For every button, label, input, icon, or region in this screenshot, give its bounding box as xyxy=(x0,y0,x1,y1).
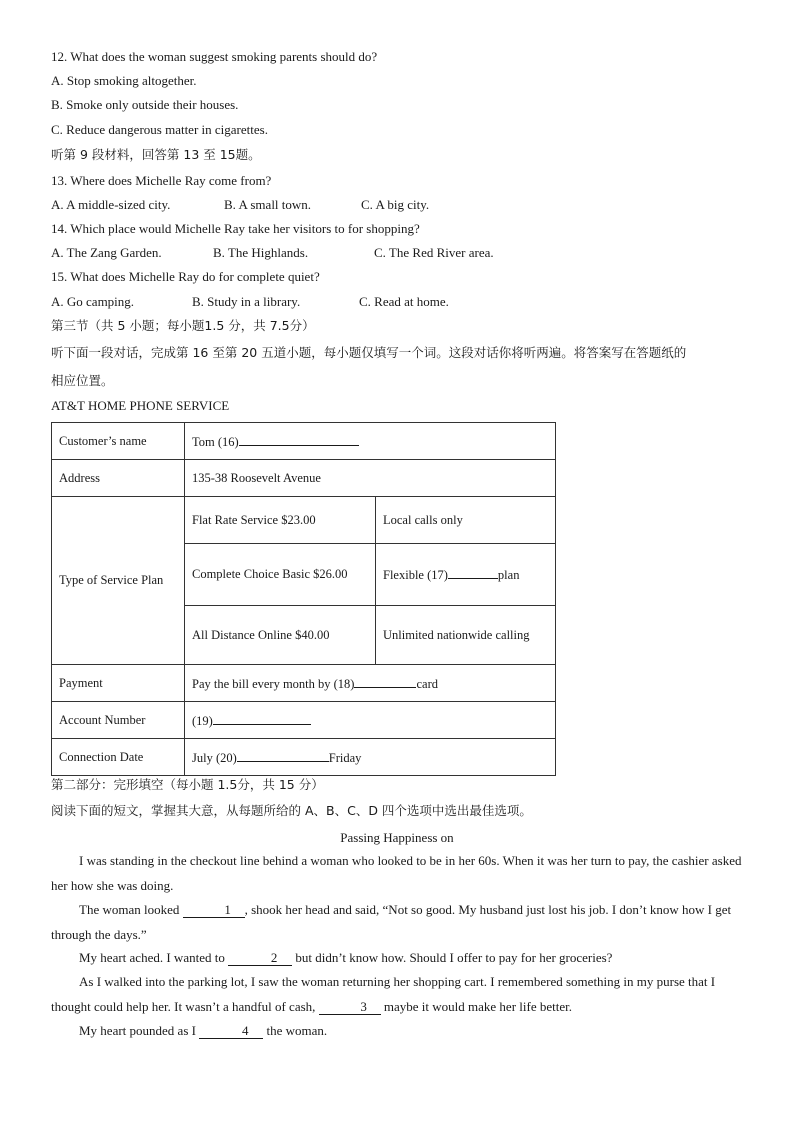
q13-option-b: B. A small town. xyxy=(224,197,312,212)
p3-pre: My heart ached. I wanted to xyxy=(79,950,229,965)
customer-cell xyxy=(185,423,556,460)
table-title: AT&T HOME PHONE SERVICE xyxy=(51,398,230,413)
table-row-plan-1 xyxy=(52,497,556,544)
blank-4[interactable]: 4 xyxy=(199,1024,263,1039)
q15-option-c: C. Read at home. xyxy=(359,294,449,309)
section3-instruction-line2: 相应位置。 xyxy=(51,373,114,388)
q14-option-a: A. The Zang Garden. xyxy=(51,245,162,260)
address-label: Address xyxy=(52,460,185,497)
q15-option-b: B. Study in a library. xyxy=(192,294,301,309)
table-row-connection xyxy=(52,739,556,776)
connection-pre: July (20) xyxy=(192,750,237,765)
p2-pre: The woman looked xyxy=(79,902,183,917)
q14-option-b: B. The Highlands. xyxy=(213,245,309,260)
question-15: 15. What does Michelle Ray do for complete quiet? xyxy=(51,269,320,284)
blank-20[interactable] xyxy=(237,749,329,762)
passage-title: Passing Happiness on xyxy=(340,830,454,845)
service-table xyxy=(51,422,556,776)
payment-post: card xyxy=(416,676,438,691)
address-value: 135-38 Roosevelt Avenue xyxy=(185,460,556,497)
part2-heading: 第二部分：完形填空（每小题 1.5分，共 15 分） xyxy=(51,777,324,792)
passage-paragraph-5 xyxy=(51,1019,751,1044)
table-row-address xyxy=(52,460,556,497)
q15-option-a: A. Go camping. xyxy=(51,294,135,309)
connection-post: Friday xyxy=(328,750,362,765)
blank-18[interactable] xyxy=(354,675,416,688)
plan2-desc-post: plan xyxy=(497,568,520,582)
passage-paragraph-3 xyxy=(51,946,751,971)
q12-option-a: A. Stop smoking altogether. xyxy=(51,73,197,88)
table-row-account xyxy=(52,702,556,739)
plan3-desc: Unlimited nationwide calling xyxy=(376,606,556,665)
blank-19[interactable] xyxy=(213,712,311,725)
connection-label: Connection Date xyxy=(52,739,185,776)
p5-pre: My heart pounded as I xyxy=(79,1023,200,1038)
payment-pre: Pay the bill every month by (18) xyxy=(192,676,355,691)
customer-label: Customer’s name xyxy=(52,423,185,460)
p4-pre: As I walked into the parking lot, I saw the woman returning her shopping cart. I remembered something in my purse that I thought could help her. It wasn’t a handful of cash, xyxy=(51,974,716,1014)
account-cell xyxy=(185,702,556,739)
connection-cell xyxy=(185,739,556,776)
plan1-desc: Local calls only xyxy=(376,497,556,544)
question-12: 12. What does the woman suggest smoking parents should do? xyxy=(51,49,378,64)
q12-option-c: C. Reduce dangerous matter in cigarettes. xyxy=(51,122,268,137)
payment-label: Payment xyxy=(52,665,185,702)
blank-1[interactable]: 1 xyxy=(183,903,245,918)
account-value: (19) xyxy=(192,713,213,728)
passage-paragraph-4 xyxy=(51,970,751,1019)
section3-heading: 第三节（共 5 小题；每小题1.5 分，共 7.5分） xyxy=(51,318,315,333)
plan2-desc xyxy=(376,544,556,606)
passage-paragraph-1: I was standing in the checkout line behind a woman who looked to be in her 60s. When it was her turn to pay, the cashier asked her how she was doing. xyxy=(51,853,742,893)
question-14: 14. Which place would Michelle Ray take her visitors to for shopping? xyxy=(51,221,420,236)
table-row-customer xyxy=(52,423,556,460)
instruction-passage-9: 听第 9 段材料，回答第 13 至 15题。 xyxy=(51,147,261,162)
p3-post: but didn’t know how. Should I offer to pay for her groceries? xyxy=(292,950,613,965)
p4-post: maybe it would make her life better. xyxy=(380,998,572,1014)
blank-2[interactable]: 2 xyxy=(228,951,292,966)
p2-post: , shook her head and said, “Not so good. My husband just lost his job. I don’t know how I get through the days.” xyxy=(51,902,732,942)
plan2-desc-pre: Flexible (17) xyxy=(383,568,448,582)
account-label: Account Number xyxy=(52,702,185,739)
table-row-payment xyxy=(52,665,556,702)
plan3-name: All Distance Online $40.00 xyxy=(185,606,376,665)
question-13: 13. Where does Michelle Ray come from? xyxy=(51,173,272,188)
plan1-name: Flat Rate Service $23.00 xyxy=(185,497,376,544)
q12-option-b: B. Smoke only outside their houses. xyxy=(51,97,239,112)
q13-option-c: C. A big city. xyxy=(361,197,430,212)
blank-3[interactable]: 3 xyxy=(319,1000,381,1015)
q13-option-a: A. A middle-sized city. xyxy=(51,197,171,212)
blank-17[interactable] xyxy=(448,566,498,579)
passage-paragraph-2 xyxy=(51,898,751,947)
p5-post: the woman. xyxy=(263,1023,328,1038)
blank-16[interactable] xyxy=(239,433,359,446)
plan2-name: Complete Choice Basic $26.00 xyxy=(185,544,376,606)
section3-instruction-line1: 听下面一段对话，完成第 16 至第 20 五道小题，每小题仅填写一个词。这段对话你将听两遍。将答案写在答题纸的 xyxy=(51,345,687,360)
plan-label: Type of Service Plan xyxy=(52,497,185,665)
payment-cell xyxy=(185,665,556,702)
part2-instruction: 阅读下面的短文，掌握其大意，从每题所给的 A、B、C、D 四个选项中选出最佳选项。 xyxy=(51,803,532,818)
q14-option-c: C. The Red River area. xyxy=(374,245,494,260)
customer-value: Tom (16) xyxy=(192,434,239,449)
